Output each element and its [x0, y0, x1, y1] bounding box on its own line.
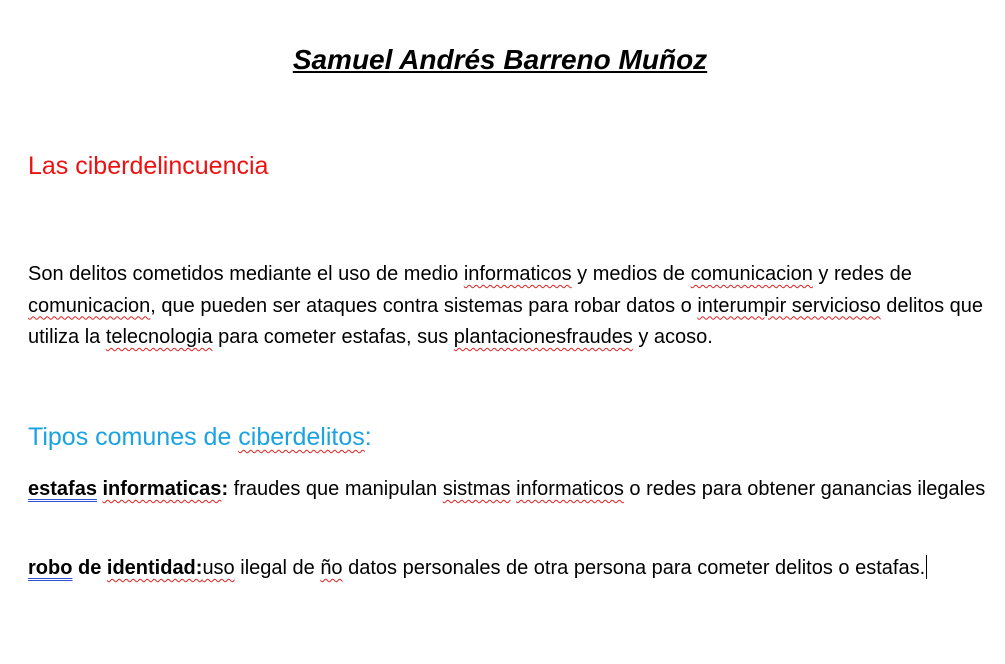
heading-tipos-comunes — [28, 421, 372, 453]
spelling-error-word[interactable]: comunicacion — [28, 294, 151, 317]
spelling-error-word[interactable]: ño — [320, 557, 343, 579]
heading-text: : — [364, 423, 372, 451]
heading-ciberdelincuencia: Las ciberdelincuencia — [28, 152, 269, 180]
intro-text: y redes de — [812, 263, 912, 285]
intro-text: Son delitos cometidos mediante el uso de medio — [28, 263, 464, 285]
item-text: fraudes que manipulan — [228, 478, 443, 500]
spelling-error-word[interactable]: telecnologia — [105, 326, 213, 348]
spelling-error-word[interactable]: ciberdelitos — [238, 423, 365, 451]
list-item-robo-identidad — [28, 553, 988, 585]
item-text: o redes para obtener ganancias ilegales — [623, 478, 986, 500]
spelling-error-word[interactable]: interumpir servicioso — [697, 294, 881, 317]
spelling-error-word[interactable]: comunicacion — [690, 263, 813, 285]
grammar-flag-term[interactable]: robo — [28, 557, 73, 579]
intro-text: para cometer estafas, sus — [212, 326, 454, 348]
intro-text: y acoso. — [632, 326, 713, 348]
spelling-error-word[interactable]: identidad: — [106, 557, 203, 579]
item-text: ilegal de — [234, 557, 321, 579]
spelling-error-word[interactable]: informaticas — [102, 478, 222, 500]
heading-text: Tipos comunes de — [28, 423, 239, 451]
grammar-flag-term[interactable]: estafas — [28, 478, 97, 500]
spelling-error-word[interactable]: informaticos — [516, 478, 624, 500]
intro-text: y medios de — [571, 263, 691, 285]
term-text: : — [221, 478, 229, 500]
intro-text: delitos que utiliza la — [28, 294, 983, 348]
intro-text: , que pueden ser ataques contra sistemas para robar datos o — [150, 294, 698, 317]
text-cursor — [926, 555, 927, 579]
spelling-error-word[interactable]: plantacionesfraudes — [453, 326, 633, 348]
spelling-error-word[interactable]: sistmas — [442, 478, 511, 500]
term-text: de — [72, 557, 107, 579]
spelling-error-word[interactable]: informaticos — [463, 263, 572, 285]
document-title: Samuel Andrés Barreno Muñoz — [292, 44, 708, 75]
item-text: datos personales de otra persona para cometer delitos o estafas. — [342, 557, 926, 579]
list-item-estafas — [28, 474, 988, 506]
spelling-error-word[interactable]: uso — [202, 557, 235, 579]
intro-paragraph — [28, 259, 988, 354]
